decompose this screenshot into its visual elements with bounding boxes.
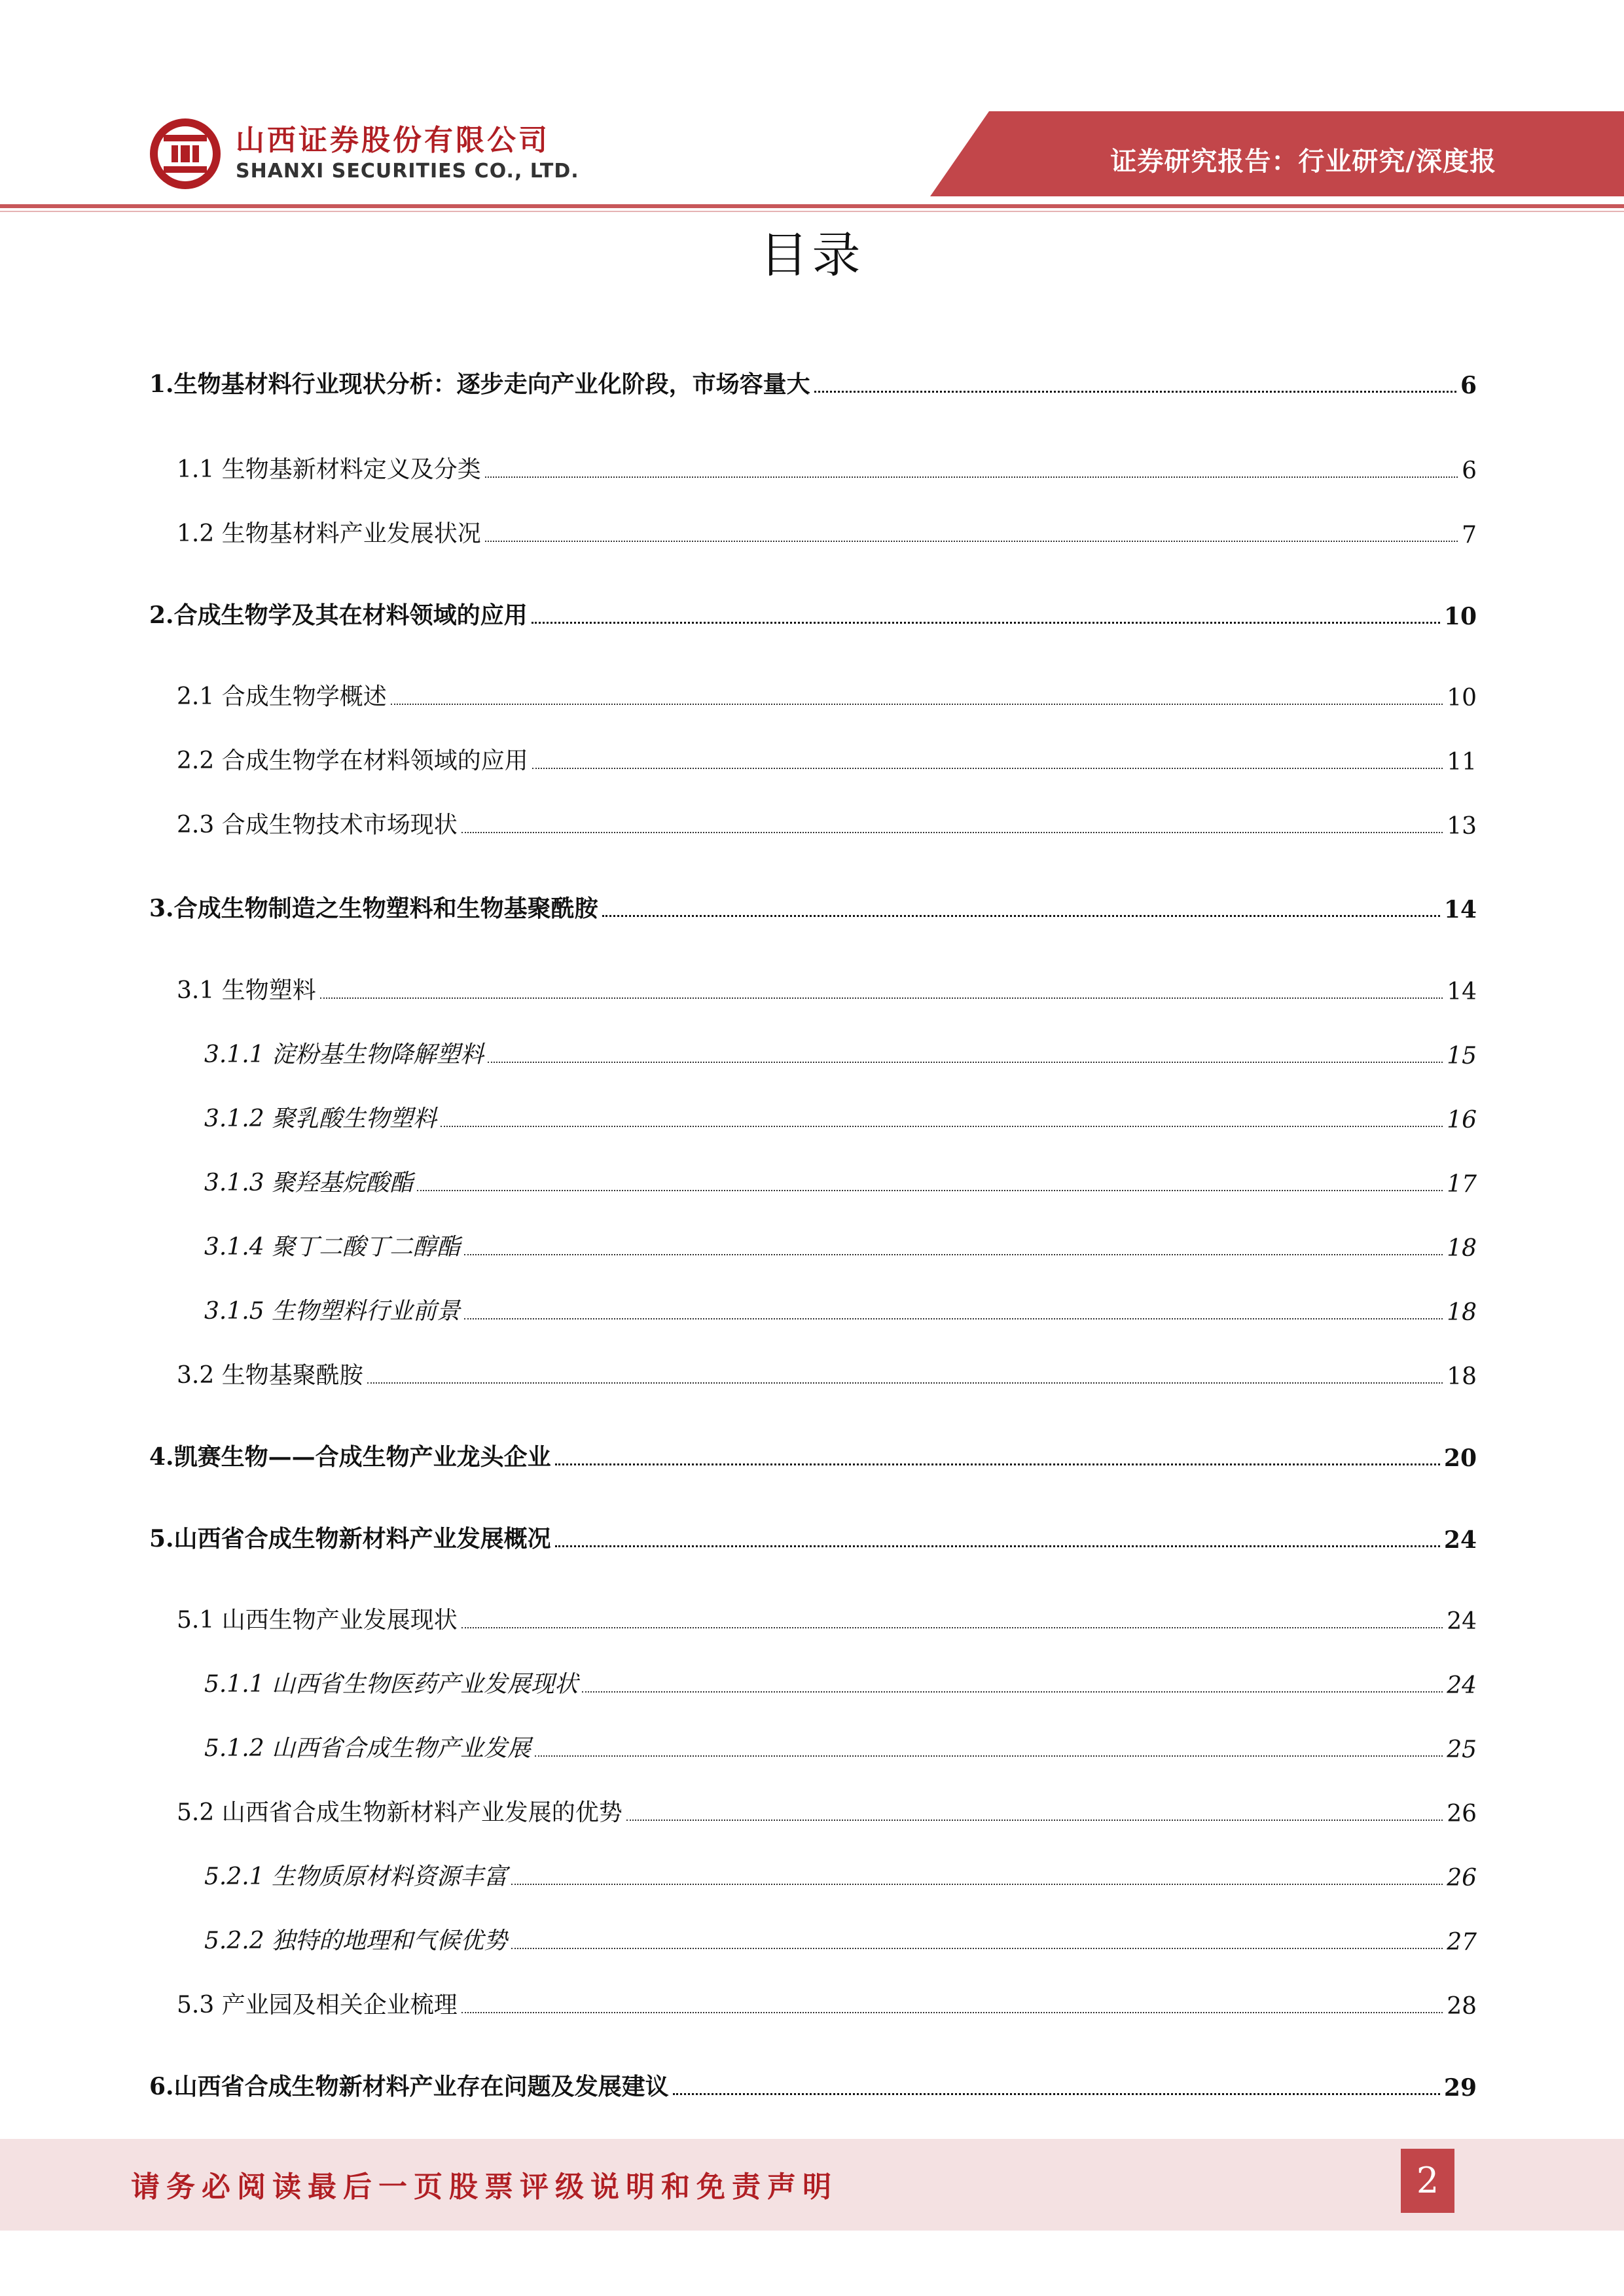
toc-leader-dots	[367, 1382, 1443, 1384]
toc-entry-label: 5.2.1 生物质原材料资源丰富	[204, 1863, 508, 1890]
toc-entry-label: 3.1.1 淀粉基生物降解塑料	[204, 1041, 484, 1068]
toc-entry[interactable]	[0, 1433, 1624, 1472]
toc-leader-dots	[511, 1948, 1443, 1949]
toc-leader-dots	[532, 768, 1443, 769]
toc-entry-page: 25	[1447, 1736, 1477, 1763]
toc-entry-label: 5.山西省合成生物新材料产业发展概况	[149, 1525, 551, 1552]
toc-entry-page: 24	[1447, 1608, 1477, 1635]
toc-leader-dots	[582, 1691, 1443, 1693]
toc-leader-dots	[391, 704, 1443, 705]
toc-entry-label: 2.合成生物学及其在材料领域的应用	[149, 601, 528, 629]
toc-leader-dots	[488, 1062, 1443, 1063]
toc-entry-label: 5.1.2 山西省合成生物产业发展	[204, 1735, 532, 1762]
toc-entry[interactable]	[0, 1660, 1624, 1699]
toc-entry[interactable]	[0, 591, 1624, 630]
toc-entry[interactable]	[0, 1094, 1624, 1134]
toc-entry-label: 6.山西省合成生物新材料产业存在问题及发展建议	[149, 2073, 669, 2100]
toc-entry[interactable]	[0, 1287, 1624, 1326]
header-rule-thin	[0, 211, 1624, 212]
toc-entry-page: 18	[1447, 1299, 1477, 1326]
toc-entry[interactable]	[0, 1158, 1624, 1198]
toc-leader-dots	[532, 622, 1440, 624]
toc-entry[interactable]	[0, 800, 1624, 840]
toc-entry-page: 14	[1447, 978, 1477, 1005]
toc-entry[interactable]	[0, 1852, 1624, 1892]
toc-entry-label: 5.1 山西生物产业发展现状	[177, 1607, 458, 1634]
toc-leader-dots	[673, 2093, 1440, 2095]
toc-entry-page: 7	[1462, 522, 1477, 548]
toc-leader-dots	[461, 2012, 1443, 2013]
toc-entry-label: 3.合成生物制造之生物塑料和生物基聚酰胺	[149, 895, 598, 922]
toc-entry-page: 24	[1447, 1672, 1477, 1699]
company-name-cn: 山西证券股份有限公司	[236, 124, 550, 157]
toc-leader-dots	[814, 391, 1456, 393]
toc-entry-label: 5.3 产业园及相关企业梳理	[177, 1992, 458, 2018]
toc-entry[interactable]	[0, 1916, 1624, 1956]
toc-leader-dots	[441, 1126, 1443, 1127]
toc-entry-label: 1.2 生物基材料产业发展状况	[177, 520, 481, 547]
page-header	[0, 0, 1624, 223]
toc-leader-dots	[461, 1627, 1443, 1628]
toc-entry[interactable]	[0, 1724, 1624, 1763]
toc-leader-dots	[535, 1755, 1443, 1757]
toc-entry-label: 3.1.3 聚羟基烷酸酯	[204, 1170, 414, 1196]
toc-entry[interactable]	[0, 360, 1624, 399]
toc-entry[interactable]	[0, 966, 1624, 1005]
toc-leader-dots	[555, 1463, 1440, 1465]
page-number: 2	[1401, 2149, 1454, 2213]
toc-entry-label: 3.2 生物基聚酰胺	[177, 1362, 363, 1389]
toc-entry[interactable]	[0, 736, 1624, 776]
toc-entry-page: 28	[1447, 1993, 1477, 2020]
toc-entry-label: 3.1.2 聚乳酸生物塑料	[204, 1105, 437, 1132]
toc-entry-page: 26	[1447, 1865, 1477, 1892]
toc-entry-page: 18	[1447, 1363, 1477, 1390]
toc-entry[interactable]	[0, 672, 1624, 711]
toc-entry-label: 5.1.1 山西省生物医药产业发展现状	[204, 1671, 579, 1698]
header-rule	[0, 204, 1624, 208]
toc-entry-label: 3.1.4 聚丁二酸丁二醇酯	[204, 1234, 461, 1261]
toc-leader-dots	[555, 1545, 1440, 1547]
toc-entry[interactable]	[0, 1030, 1624, 1069]
toc-leader-dots	[485, 476, 1458, 478]
toc-entry-label: 1.生物基材料行业现状分析：逐步走向产业化阶段，市场容量大	[149, 370, 810, 398]
toc-entry-label: 4.凯赛生物——合成生物产业龙头企业	[149, 1443, 551, 1471]
toc-entry[interactable]	[0, 1788, 1624, 1827]
toc-entry-page: 11	[1447, 749, 1477, 776]
toc-entry[interactable]	[0, 1596, 1624, 1635]
toc-entry[interactable]	[0, 2062, 1624, 2102]
toc-entry-page: 17	[1447, 1171, 1477, 1198]
toc-entry-label: 2.1 合成生物学概述	[177, 683, 387, 710]
toc-leader-dots	[417, 1190, 1443, 1191]
page-title: 目录	[759, 227, 865, 283]
toc-entry-page: 18	[1447, 1235, 1477, 1262]
report-type: 证券研究报告：行业研究/深度报	[1110, 147, 1496, 177]
toc-leader-dots	[626, 1820, 1443, 1821]
toc-leader-dots	[464, 1254, 1443, 1255]
toc-entry-label: 1.1 生物基新材料定义及分类	[177, 456, 481, 483]
toc-entry-label: 2.2 合成生物学在材料领域的应用	[177, 747, 528, 774]
toc-entry[interactable]	[0, 1351, 1624, 1390]
toc-entry[interactable]	[0, 1223, 1624, 1262]
toc-entry-label: 3.1.5 生物塑料行业前景	[204, 1298, 461, 1325]
toc-leader-dots	[320, 997, 1443, 999]
toc-leader-dots	[602, 915, 1440, 917]
toc-entry-page: 13	[1447, 813, 1477, 840]
company-name-en: SHANXI SECURITIES CO., LTD.	[236, 160, 579, 183]
toc-entry-page: 27	[1447, 1929, 1477, 1956]
toc-leader-dots	[485, 541, 1458, 542]
toc-leader-dots	[511, 1884, 1443, 1885]
disclaimer-text: 请务必阅读最后一页股票评级说明和免责声明	[131, 2170, 838, 2204]
toc-entry[interactable]	[0, 509, 1624, 548]
toc-entry-page: 29	[1443, 2074, 1477, 2102]
toc-leader-dots	[461, 832, 1443, 833]
toc-entry-page: 20	[1443, 1444, 1477, 1472]
toc-entry-label: 3.1 生物塑料	[177, 977, 316, 1004]
toc-entry[interactable]	[0, 884, 1624, 924]
toc-entry-page: 24	[1443, 1526, 1477, 1554]
company-logo-icon	[149, 118, 221, 190]
toc-entry-label: 5.2.2 独特的地理和气候优势	[204, 1928, 508, 1954]
toc-entry-label: 2.3 合成生物技术市场现状	[177, 812, 458, 838]
toc-entry[interactable]	[0, 1515, 1624, 1554]
toc-entry-page: 16	[1447, 1107, 1477, 1134]
toc-leader-dots	[464, 1318, 1443, 1319]
toc-entry[interactable]	[0, 445, 1624, 484]
toc-entry-page: 15	[1447, 1043, 1477, 1069]
toc-entry-page: 26	[1447, 1801, 1477, 1827]
toc-entry-page: 6	[1462, 457, 1477, 484]
toc-entry[interactable]	[0, 1981, 1624, 2020]
toc-entry-page: 10	[1447, 685, 1477, 711]
company-logo	[149, 118, 579, 190]
toc-entry-page: 6	[1460, 372, 1477, 399]
toc-entry-page: 14	[1443, 896, 1477, 924]
toc-entry-label: 5.2 山西省合成生物新材料产业发展的优势	[177, 1799, 623, 1826]
toc-entry-page: 10	[1443, 603, 1477, 630]
